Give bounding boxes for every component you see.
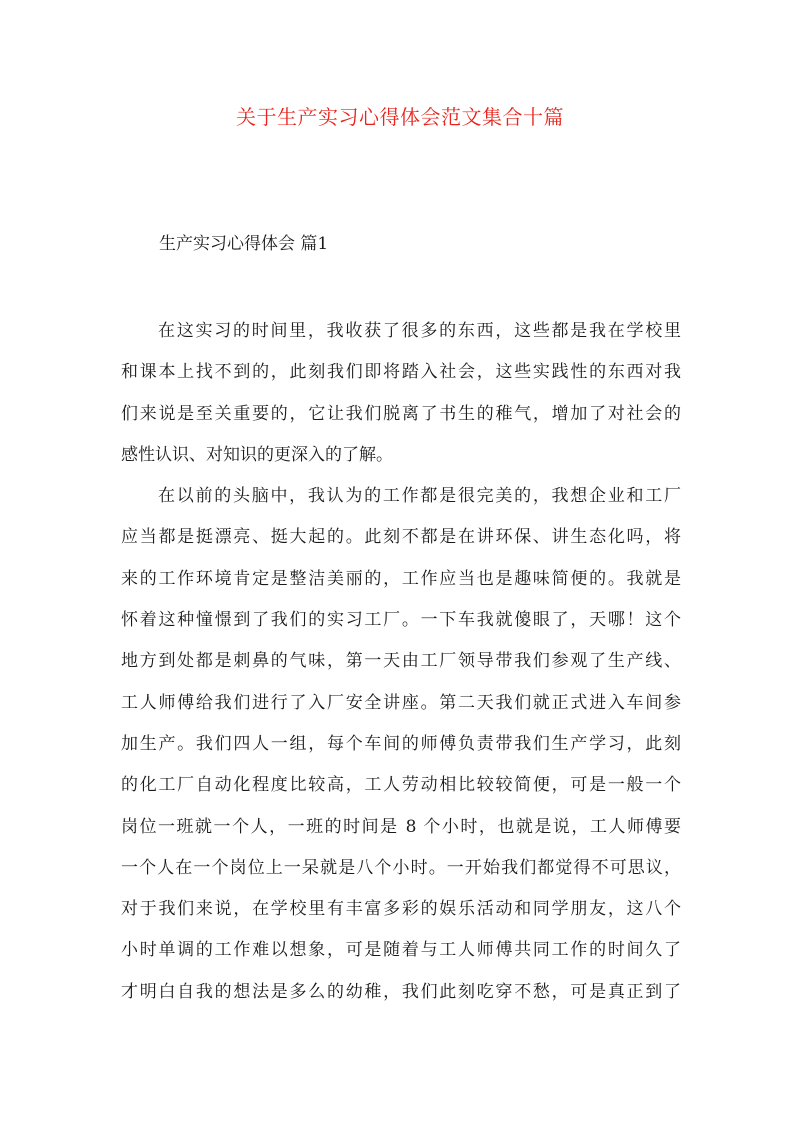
body-text: [121, 311, 681, 1013]
paragraph-2-line-10: 一个人在一个岗位上一呆就是八个小时。一开始我们都觉得不可思议，: [121, 857, 681, 878]
paragraph-2-line-9: 岗位一班就一个人，一班的时间是 8 个小时，也就是说，工人师傅要: [121, 816, 681, 837]
paragraph-2-line-7: 加生产。我们四人一组，每个车间的师傅负责带我们生产学习，此刻: [121, 733, 681, 754]
paragraph-1-line-1: 在这实习的时间里，我收获了很多的东西，这些都是我在学校里: [158, 321, 681, 341]
paragraph-2-line-2: 应当都是挺漂亮、挺大起的。此刻不都是在讲环保、讲生态化吗，将: [121, 527, 681, 548]
paragraph-2-line-4: 怀着这种憧憬到了我们的实习工厂。一下车我就傻眼了，天哪！这个: [121, 610, 681, 631]
paragraph-2-line-8: 的化工厂自动化程度比较高，工人劳动相比较较简便，可是一般一个: [121, 775, 681, 796]
paragraph-2-line-3: 来的工作环境肯定是整洁美丽的，工作应当也是趣味简便的。我就是: [121, 568, 681, 589]
document-title: 关于生产实习心得体会范文集合十篇: [236, 105, 564, 129]
section-heading: 生产实习心得体会 篇1: [159, 234, 329, 254]
paragraph-2-line-11: 对于我们来说，在学校里有丰富多彩的娱乐活动和同学朋友，这八个: [121, 899, 681, 920]
paragraph-2-line-1: 在以前的头脑中，我认为的工作都是很完美的，我想企业和工厂: [158, 486, 681, 507]
paragraph-2-line-12: 小时单调的工作难以想象，可是随着与工人师傅共同工作的时间久了: [121, 940, 681, 961]
paragraph-1-line-3: 们来说是至关重要的，它让我们脱离了书生的稚气，增加了对社会的: [121, 403, 681, 424]
paragraph-2-line-13: 才明白自我的想法是多么的幼稚，我们此刻吃穿不愁，可是真正到了: [121, 981, 681, 1002]
paragraph-1-line-2: 和课本上找不到的，此刻我们即将踏入社会，这些实践性的东西对我: [121, 362, 681, 383]
paragraph-1-line-4: 感性认识、对知识的更深入的了解。: [121, 444, 393, 465]
paragraph-2-line-6: 工人师傅给我们进行了入厂安全讲座。第二天我们就正式进入车间参: [121, 692, 681, 713]
paragraph-2-line-5: 地方到处都是刺鼻的气味，第一天由工厂领导带我们参观了生产线、: [121, 651, 681, 672]
